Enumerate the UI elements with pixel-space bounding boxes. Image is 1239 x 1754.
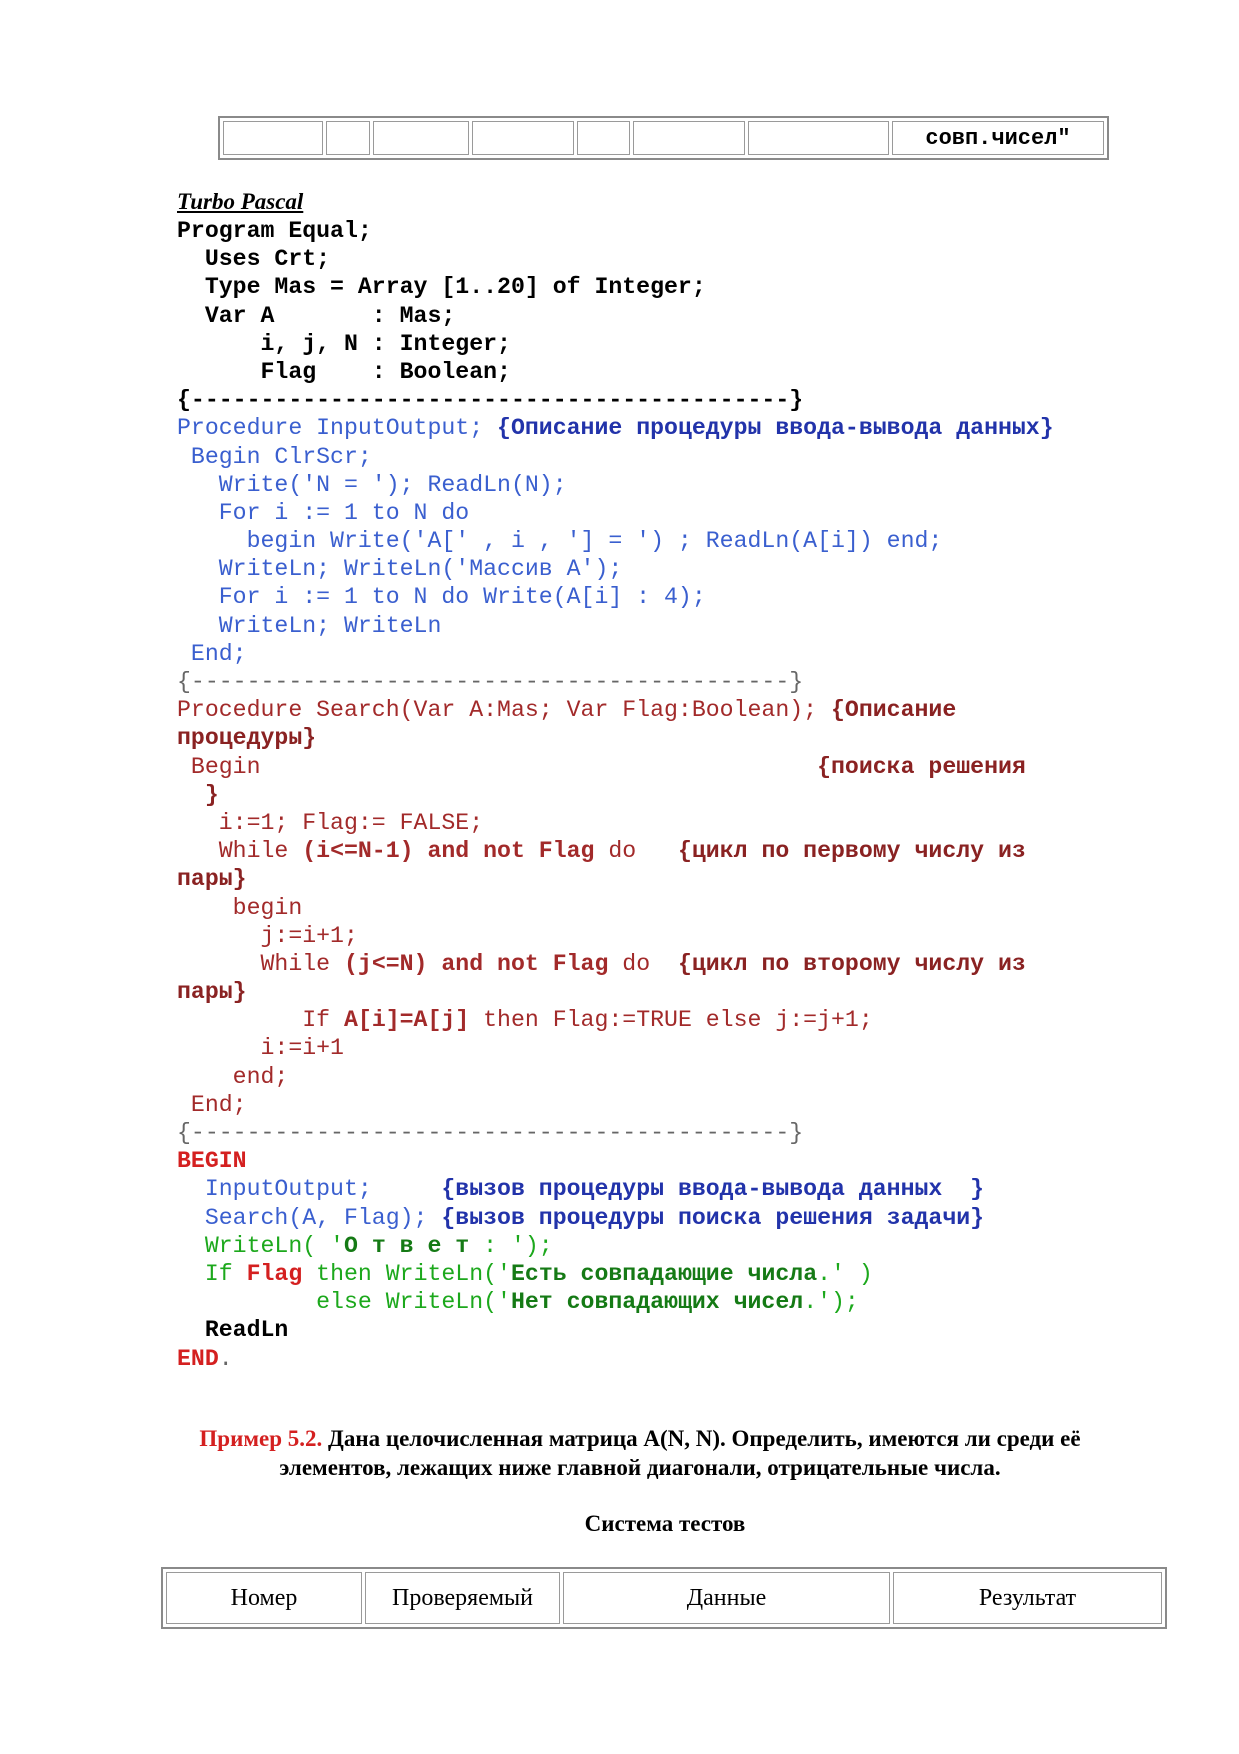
- code-line: [177, 865, 1054, 893]
- section-title: Turbo Pascal: [177, 189, 304, 214]
- code-token: i:=1; Flag:= FALSE;: [177, 809, 484, 836]
- code-line: [177, 443, 1054, 471]
- code-line: [177, 950, 1054, 978]
- code-line: [177, 1091, 1054, 1119]
- code-token: Begin ClrScr;: [177, 443, 372, 470]
- code-line: [177, 1345, 1054, 1373]
- code-line: [177, 1204, 1054, 1232]
- code-token: END: [177, 1345, 219, 1372]
- code-token: End;: [177, 1091, 247, 1118]
- code-token: Flag : Boolean;: [177, 358, 511, 385]
- table-header-data: Данные: [563, 1572, 890, 1624]
- code-token: If: [177, 1007, 344, 1034]
- code-token: Uses Crt;: [177, 246, 331, 273]
- table-cell: [223, 121, 323, 155]
- code-token: WriteLn; WriteLn: [177, 612, 442, 639]
- code-token: (i<=N-1) and not Flag: [302, 838, 595, 865]
- code-line: [177, 273, 1054, 301]
- code-line: [177, 1288, 1054, 1316]
- code-token: (j<=N) and not Flag: [343, 950, 609, 977]
- top-table-fragment: [218, 116, 1109, 160]
- code-line: [177, 583, 1054, 611]
- table-cell: [633, 121, 745, 155]
- code-token: Var A : Mas;: [177, 302, 456, 329]
- tests-table: [161, 1567, 1167, 1629]
- code-line: [177, 1147, 1054, 1175]
- code-token: While: [177, 950, 344, 977]
- code-token: {-------------------------------------------}: [177, 387, 804, 414]
- code-line: [177, 414, 1054, 442]
- code-line: [177, 894, 1054, 922]
- table-cell: [326, 121, 370, 155]
- code-listing: [177, 217, 1054, 1373]
- code-token: do: [608, 950, 678, 977]
- code-token: WriteLn; WriteLn(': [177, 556, 470, 583]
- code-line: [177, 1232, 1054, 1260]
- code-line: [177, 753, 1054, 781]
- code-line: [177, 1034, 1054, 1062]
- table-header-number: Номер: [166, 1572, 362, 1624]
- example-paragraph: [150, 1424, 1130, 1482]
- example-text: Дана целочисленная матрица A(N, N). Определить, имеются ли среди её элементов, лежащих ниже главной диагонали, отрицательные числа.: [279, 1426, 1081, 1480]
- code-token: end;: [177, 1063, 289, 1090]
- code-line: [177, 1119, 1054, 1147]
- code-token: О т в е т: [343, 1232, 470, 1259]
- code-token: A');: [552, 556, 623, 583]
- code-token: begin: [177, 894, 303, 921]
- code-line: [177, 499, 1054, 527]
- code-token: For i := 1 to N do: [177, 499, 470, 526]
- code-token: Есть совпадающие числа: [510, 1260, 818, 1287]
- code-token: процедуры}: [177, 725, 317, 752]
- code-token: {-------------------------------------------}: [177, 669, 804, 695]
- code-line: [177, 668, 1054, 696]
- code-token: Write('N = '); ReadLn(N);: [177, 471, 567, 498]
- code-line: [177, 386, 1054, 414]
- table-cell: [577, 121, 630, 155]
- code-token: : ');: [469, 1232, 553, 1259]
- code-token: A[i]=A[j]: [343, 1007, 470, 1034]
- code-line: [177, 724, 1054, 752]
- code-token: ReadLn: [177, 1317, 289, 1344]
- code-token: For i := 1 to N do Write(A[i] : 4);: [177, 584, 706, 611]
- code-line: [177, 330, 1054, 358]
- code-token: {вызов процедуры поиска решения задачи}: [441, 1204, 985, 1231]
- test-system-title: Система тестов: [584, 1511, 746, 1536]
- code-line: [177, 640, 1054, 668]
- table-cell: [472, 121, 574, 155]
- code-line: [177, 302, 1054, 330]
- code-token: Begin: [177, 753, 818, 780]
- code-token: {вызов процедуры ввода-вывода данных }: [441, 1176, 985, 1203]
- code-token: Procedure InputOutput;: [177, 415, 498, 442]
- code-token: BEGIN: [177, 1148, 247, 1175]
- code-token: пары}: [177, 866, 247, 893]
- table-header-checked: Проверяемый: [365, 1572, 560, 1624]
- code-line: [177, 358, 1054, 386]
- code-token: {цикл по первому числу из: [677, 838, 1026, 865]
- code-line: [177, 217, 1054, 245]
- code-line: [177, 1175, 1054, 1203]
- code-line: [177, 978, 1054, 1006]
- code-line: [177, 922, 1054, 950]
- code-token: InputOutput;: [177, 1176, 442, 1203]
- code-line: [177, 527, 1054, 555]
- code-line: [177, 1316, 1054, 1344]
- code-token: }: [177, 781, 219, 808]
- code-line: [177, 696, 1054, 724]
- code-line: [177, 837, 1054, 865]
- table-cell: [373, 121, 469, 155]
- code-line: [177, 1006, 1054, 1034]
- code-line: [177, 781, 1054, 809]
- table-cell: [748, 121, 889, 155]
- code-token: End;: [177, 640, 247, 667]
- code-line: [177, 1260, 1054, 1288]
- code-token: Procedure Search(Var A:Mas; Var Flag:Boolean);: [177, 697, 831, 724]
- code-token: i, j, N : Integer;: [177, 330, 511, 357]
- code-token: WriteLn( ': [177, 1232, 344, 1259]
- code-token: Search(A, Flag);: [177, 1204, 442, 1231]
- code-token: {Описание процедуры ввода-вывода данных}: [497, 415, 1054, 442]
- code-token: If: [177, 1260, 247, 1287]
- code-token: {поиска решения: [817, 753, 1026, 780]
- code-token: Type Mas = Array [1..20] of Integer;: [177, 274, 706, 301]
- code-token: {цикл по второму числу из: [677, 950, 1026, 977]
- code-token: .: [218, 1345, 233, 1372]
- code-token: j:=i+1;: [177, 922, 358, 949]
- code-token: Program Equal;: [177, 218, 372, 244]
- code-token: .');: [803, 1289, 859, 1316]
- code-line: [177, 245, 1054, 273]
- code-token: Flag: [246, 1260, 303, 1287]
- code-line: [177, 1063, 1054, 1091]
- code-token: {Описание: [831, 697, 957, 724]
- code-token: {-------------------------------------------}: [177, 1120, 804, 1146]
- code-line: [177, 555, 1054, 583]
- code-line: [177, 471, 1054, 499]
- code-line: [177, 809, 1054, 837]
- code-token: then Flag:=TRUE else j:=j+1;: [469, 1007, 873, 1034]
- code-token: пары}: [177, 979, 247, 1006]
- table-header-result: Результат: [893, 1572, 1162, 1624]
- code-token: then WriteLn(': [302, 1260, 511, 1287]
- example-label: Пример 5.2.: [199, 1426, 323, 1451]
- code-token: do: [594, 838, 678, 865]
- code-token: Массив: [469, 556, 553, 583]
- code-line: [177, 612, 1054, 640]
- code-token: .' ): [817, 1260, 873, 1287]
- code-token: else WriteLn(': [177, 1289, 511, 1316]
- table-cell-last: совп.чисел": [892, 121, 1104, 155]
- code-token: While: [177, 838, 303, 865]
- code-token: i:=i+1: [177, 1035, 344, 1062]
- code-token: Нет совпадающих чисел: [510, 1289, 804, 1316]
- code-token: begin Write('A[' , i , '] = ') ; ReadLn(A[i]) end;: [177, 528, 943, 555]
